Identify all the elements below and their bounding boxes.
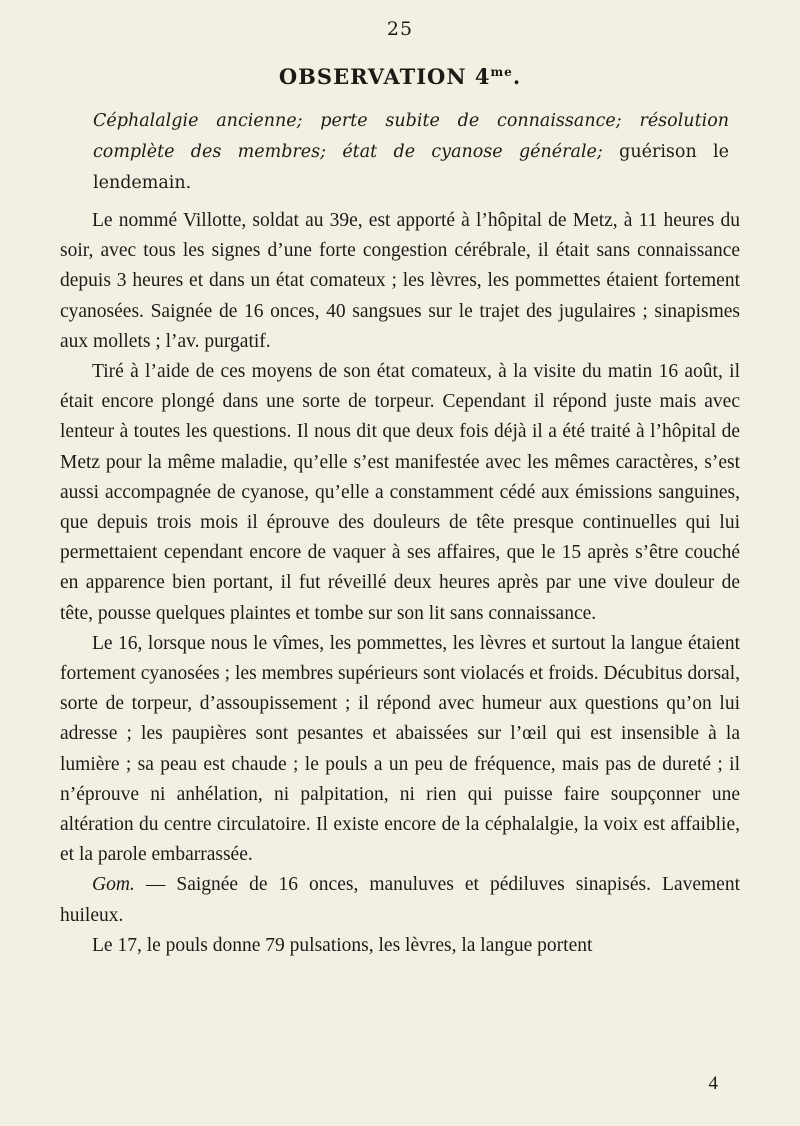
observation-body <box>60 206 740 961</box>
paragraph-1: Le nommé Villotte, soldat au 39e, est apporté à l’hôpital de Metz, à 11 heures du soir, avec tous les signes d’une forte congestion cérébrale, il était sans connaissance depuis 3 heures et dans un état comateux ; les lèvres, les pommettes étaient fortement cyanosées. Saignée de 16 onces, 40 sangsues sur le trajet des jugulaires ; sinapismes aux mollets ; l’av. purgatif. <box>60 210 740 352</box>
paragraph-last: Le 17, le pouls donne 79 pulsations, les lèvres, la langue portent <box>92 934 593 956</box>
observation-title <box>0 64 800 89</box>
observation-title-text: OBSERVATION 4 <box>278 64 491 89</box>
page-number: 25 <box>386 18 414 40</box>
signature-number: 4 <box>708 1073 718 1094</box>
summary-italic: Céphalalgie ancienne; perte subite de connaissance; résolution complète des membres; état de cyanose générale; <box>93 111 729 162</box>
gom-text: — Saignée de 16 onces, manuluves et pédiluves sinapisés. Lavement huileux. <box>60 874 740 926</box>
paragraph-2: Tiré à l’aide de ces moyens de son état comateux, à la visite du matin 16 août, il était encore plongé dans une sorte de torpeur. Cependant il répond juste mais avec lenteur à toutes les questions. Il nous dit que deux fois déjà il a été traité à l’hôpital de Metz pour la même maladie, qu’elle s’est manifestée avec les mêmes caractères, s’est aussi accompagnée de cyanose, qu’elle a constamment cédé aux émissions sanguines, que depuis trois mois il éprouve des douleurs de tête presque continuelles qui lui permettaient cependant encore de vaquer à ses affaires, que le 15 après s’être couché en apparence bien portant, il fut réveillé deux heures après par une vive douleur de tête, pousse quelques plaintes et tombe sur son lit sans connaissance. <box>60 361 740 624</box>
gom-abbreviation: Gom. <box>92 874 135 896</box>
summary-roman: guérison le lendemain. <box>93 142 729 193</box>
paragraph-gom <box>60 870 740 930</box>
observation-title-end: . <box>512 64 522 89</box>
observation-summary <box>93 106 729 199</box>
paragraph-3: Le 16, lorsque nous le vîmes, les pommettes, les lèvres et surtout la langue étaient fortement cyanosées ; les membres supérieurs sont violacés et froids. Décubitus dorsal, sorte de torpeur, d’assoupissement ; il répond avec humeur aux questions qu’on lui adresse ; les paupières sont pesantes et abaissées sur l’œil qui est insensible à la lumière ; sa peau est chaude ; le pouls a un peu de fréquence, mais pas de dureté ; il n’éprouve ni anhélation, ni palpitation, ni rien qui puisse faire soupçonner une altération du centre circulatoire. Il existe encore de la céphalalgie, la voix est affaiblie, et la parole embarrassée. <box>60 632 740 866</box>
signature-mark <box>0 1073 800 1095</box>
observation-title-suffix: me <box>490 65 513 79</box>
